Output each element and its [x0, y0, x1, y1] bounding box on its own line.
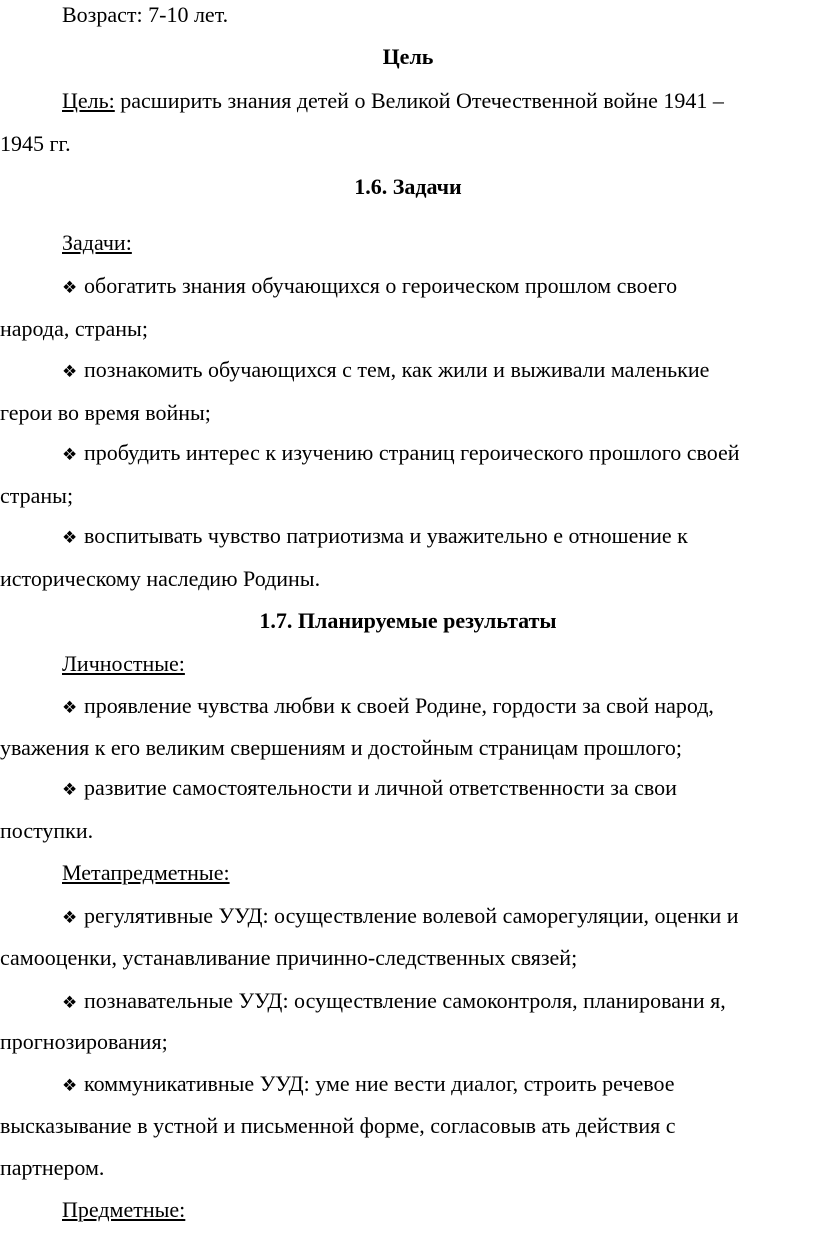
meta-item: ❖ регулятивные УУД: осуществление волевой саморегуляции, оценки и — [62, 903, 739, 931]
results-heading: 1.7. Планируемые результаты — [259, 608, 557, 633]
tasks-label: Задачи: — [62, 230, 132, 255]
age-line: Возраст: 7-10 лет. — [62, 2, 229, 27]
diamond-bullet-icon: ❖ — [62, 362, 78, 382]
meta-label: Метапредметные: — [62, 860, 230, 885]
meta-item-cont: самооценки, устанавливание причинно-следственных связей; — [0, 945, 578, 970]
personal-item: ❖ развитие самостоятельности и личной ответственности за свои — [62, 775, 677, 803]
personal-item-cont: поступки. — [0, 818, 94, 843]
task-item: ❖ воспитывать чувство патриотизма и уважительно е отношение к — [62, 523, 688, 551]
meta-item-cont: высказывание в устной и письменной форме, согласовыв ать действия с — [0, 1113, 676, 1138]
meta-item-cont: партнером. — [0, 1155, 105, 1180]
goal-heading: Цель — [382, 44, 434, 69]
task-item-cont: страны; — [0, 483, 74, 508]
task-item: ❖ познакомить обучающихся с тем, как жили и выживали маленькие — [62, 357, 709, 385]
task-item-cont: народа, страны; — [0, 316, 148, 341]
meta-item-cont: прогнозирования; — [0, 1029, 168, 1054]
diamond-bullet-icon: ❖ — [62, 278, 78, 298]
goal-line-2: 1945 гг. — [0, 131, 71, 156]
meta-item: ❖ познавательные УУД: осуществление самоконтроля, планировани я, — [62, 988, 726, 1016]
diamond-bullet-icon: ❖ — [62, 445, 78, 465]
task-item-cont: историческому наследию Родины. — [0, 566, 321, 591]
goal-text: расширить знания детей о Великой Отечественной войне 1941 – — [114, 88, 724, 113]
diamond-bullet-icon: ❖ — [62, 528, 78, 548]
diamond-bullet-icon: ❖ — [62, 908, 78, 928]
subject-label: Предметные: — [62, 1197, 186, 1222]
task-item: ❖ пробудить интерес к изучению страниц героического прошлого своей — [62, 440, 740, 468]
goal-label: Цель: — [62, 88, 115, 113]
task-item: ❖ обогатить знания обучающихся о героическом прошлом своего — [62, 273, 677, 301]
diamond-bullet-icon: ❖ — [62, 1076, 78, 1096]
meta-item: ❖ коммуникативные УУД: уме ние вести диалог, строить речевое — [62, 1071, 675, 1099]
diamond-bullet-icon: ❖ — [62, 993, 78, 1013]
personal-label: Личностные: — [62, 651, 185, 676]
task-item-cont: герои во время войны; — [0, 400, 211, 425]
personal-item: ❖ проявление чувства любви к своей Родине, гордости за свой народ, — [62, 693, 714, 721]
diamond-bullet-icon: ❖ — [62, 698, 78, 718]
goal-line — [62, 88, 816, 114]
personal-item-cont: уважения к его великим свершениям и достойным страницам прошлого; — [0, 735, 682, 760]
diamond-bullet-icon: ❖ — [62, 780, 78, 800]
tasks-heading: 1.6. Задачи — [354, 174, 462, 199]
